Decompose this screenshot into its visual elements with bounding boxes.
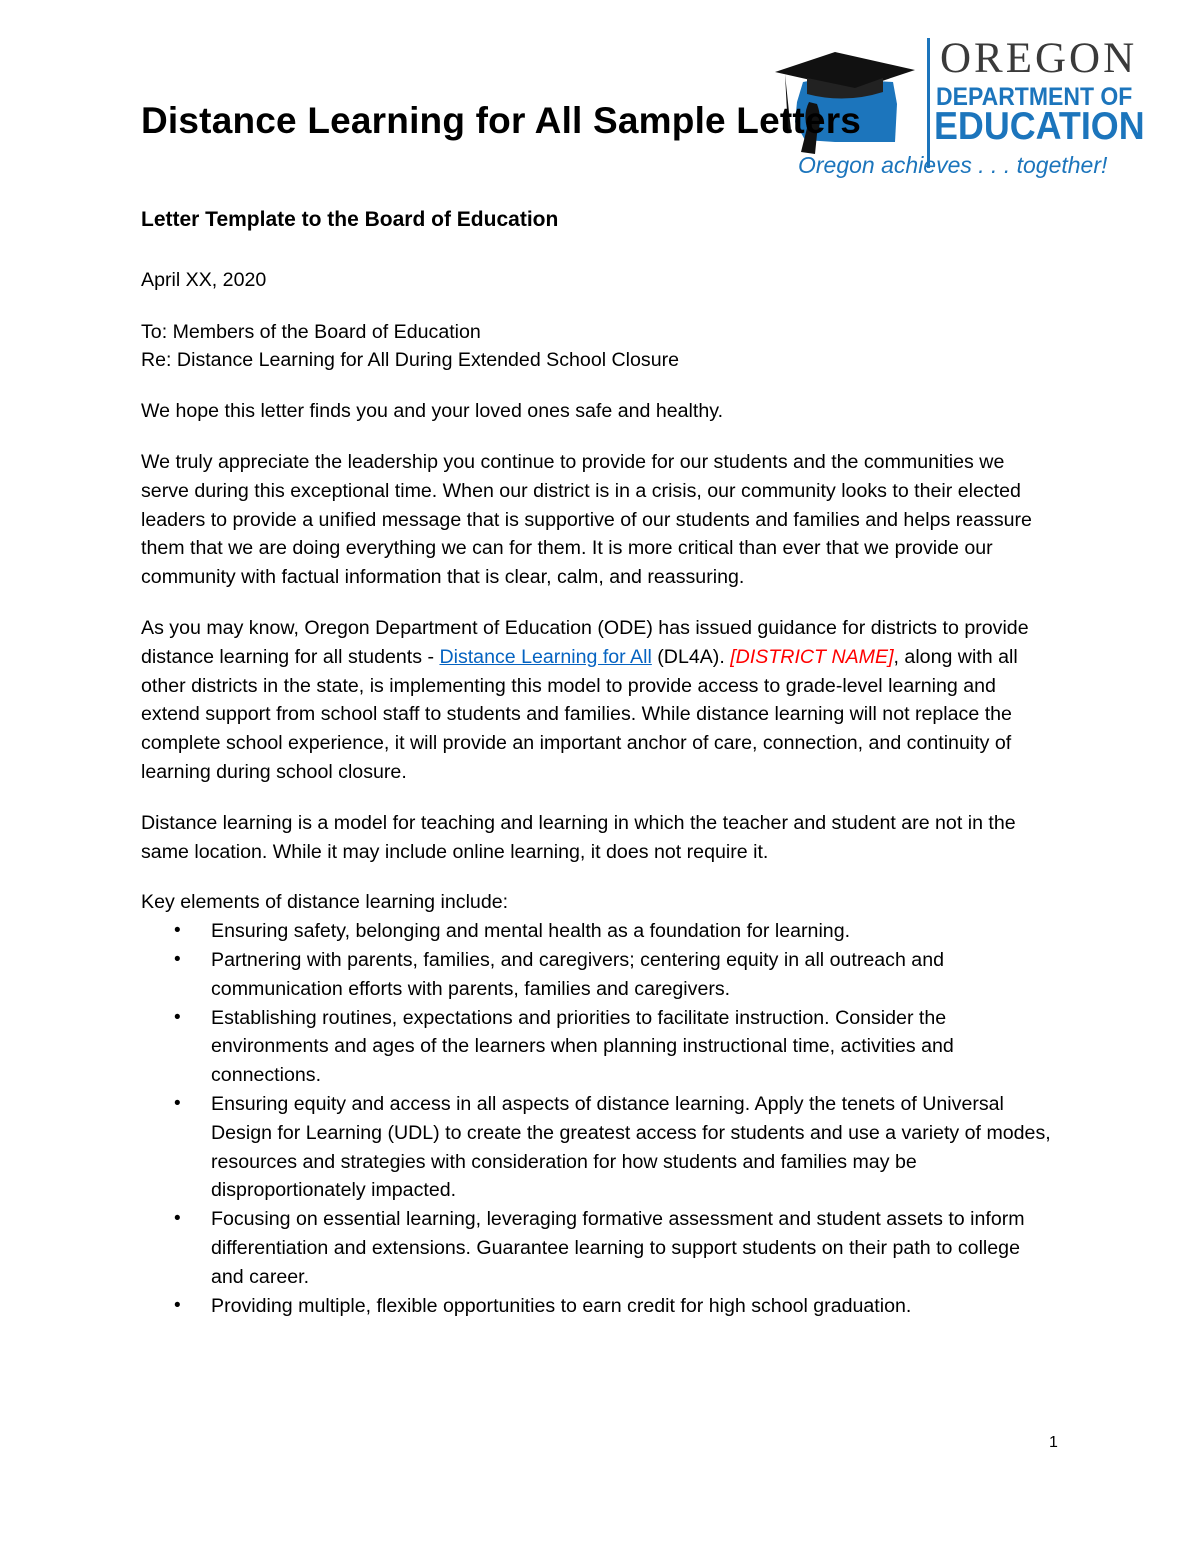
letter-date: April XX, 2020 <box>141 268 267 291</box>
logo-department-line: DEPARTMENT OF <box>936 83 1133 111</box>
re-line: Re: Distance Learning for All During Extended School Closure <box>141 349 680 372</box>
bullet-icon: • <box>174 1294 181 1316</box>
key-elements-list <box>141 917 1056 1320</box>
list-item-text: Ensuring safety, belonging and mental health as a foundation for learning. <box>211 920 851 943</box>
list-item-text: Focusing on essential learning, leveraging formative assessment and student assets to inform differentiation and extensions. Guarantee learning to support students on their path to college and career. <box>211 1208 1025 1288</box>
bullet-icon: • <box>174 1006 181 1028</box>
list-item <box>174 1292 1056 1321</box>
list-item <box>174 1090 1056 1205</box>
district-name-placeholder: [DISTRICT NAME] <box>730 645 894 668</box>
letter-subtitle: Letter Template to the Board of Education <box>141 208 559 231</box>
list-item-text: Establishing routines, expectations and priorities to facilitate instruction. Consider the environments and ages of the learners when planning instructional time, activities and connections. <box>211 1006 954 1087</box>
guidance-rest-text: , along with all other districts in the state, is implementing this model to provide access to grade-level learning and extend support from school staff to students and families. While distance learning will not replace the complete school experience, it will provide an important anchor of care, connection, and continuity of learning during school closure. <box>141 645 1018 783</box>
bullet-icon: • <box>174 920 181 942</box>
letter-body <box>141 200 1056 1320</box>
dl4a-link[interactable]: Distance Learning for All <box>439 645 652 668</box>
logo-divider <box>927 38 930 168</box>
page-number: 1 <box>1049 1434 1058 1451</box>
list-item <box>174 946 1056 1004</box>
leadership-paragraph: We truly appreciate the leadership you continue to provide for our students and the communities we serve during this exceptional time. When our district is in a crisis, our community looks to their elected leaders to provide a unified message that is supportive of our students and families and helps reassure them that we are doing everything we can for them. It is more critical than ever that we provide our community with factual information that is clear, calm, and reassuring. <box>141 450 1032 589</box>
key-elements-intro: Key elements of distance learning include: <box>141 891 509 914</box>
ode-guidance-paragraph <box>141 614 1056 787</box>
bullet-icon: • <box>174 1092 181 1114</box>
logo-tagline: Oregon achieves . . . together! <box>798 152 1108 178</box>
logo-state-name: OREGON <box>940 35 1138 82</box>
address-block <box>141 318 1056 376</box>
list-item-text: Partnering with parents, families, and caregivers; centering equity in all outreach and communication efforts with parents, families and caregivers. <box>211 948 944 1000</box>
to-line: To: Members of the Board of Education <box>141 320 481 343</box>
bullet-icon: • <box>174 948 181 970</box>
list-item <box>174 917 1056 946</box>
guidance-intro-text: As you may know, Oregon Department of Education (ODE) has issued guidance for districts to provide distance learning for all students - <box>141 616 1029 668</box>
mortarboard-top <box>775 52 915 90</box>
list-item-text: Providing multiple, flexible opportunities to earn credit for high school graduation. <box>211 1294 912 1317</box>
bullet-icon: • <box>174 1208 181 1230</box>
list-item <box>174 1205 1056 1291</box>
logo-education-line: EDUCATION <box>934 105 1145 148</box>
definition-paragraph: Distance learning is a model for teaching and learning in which the teacher and student are not in the same location. While it may include online learning, it does not require it. <box>141 811 1016 863</box>
list-item <box>174 1004 1056 1090</box>
guidance-acronym-text: (DL4A). <box>651 645 731 668</box>
document-title: Distance Learning for All Sample Letters <box>141 100 862 141</box>
greeting-paragraph: We hope this letter finds you and your loved ones safe and healthy. <box>141 400 724 423</box>
list-item-text: Ensuring equity and access in all aspects of distance learning. Apply the tenets of Universal Design for Learning (UDL) to create the greatest access for students and use a variety of modes, resources and strategies with consideration for how students and families may be disproportionately impacted. <box>211 1092 1051 1202</box>
